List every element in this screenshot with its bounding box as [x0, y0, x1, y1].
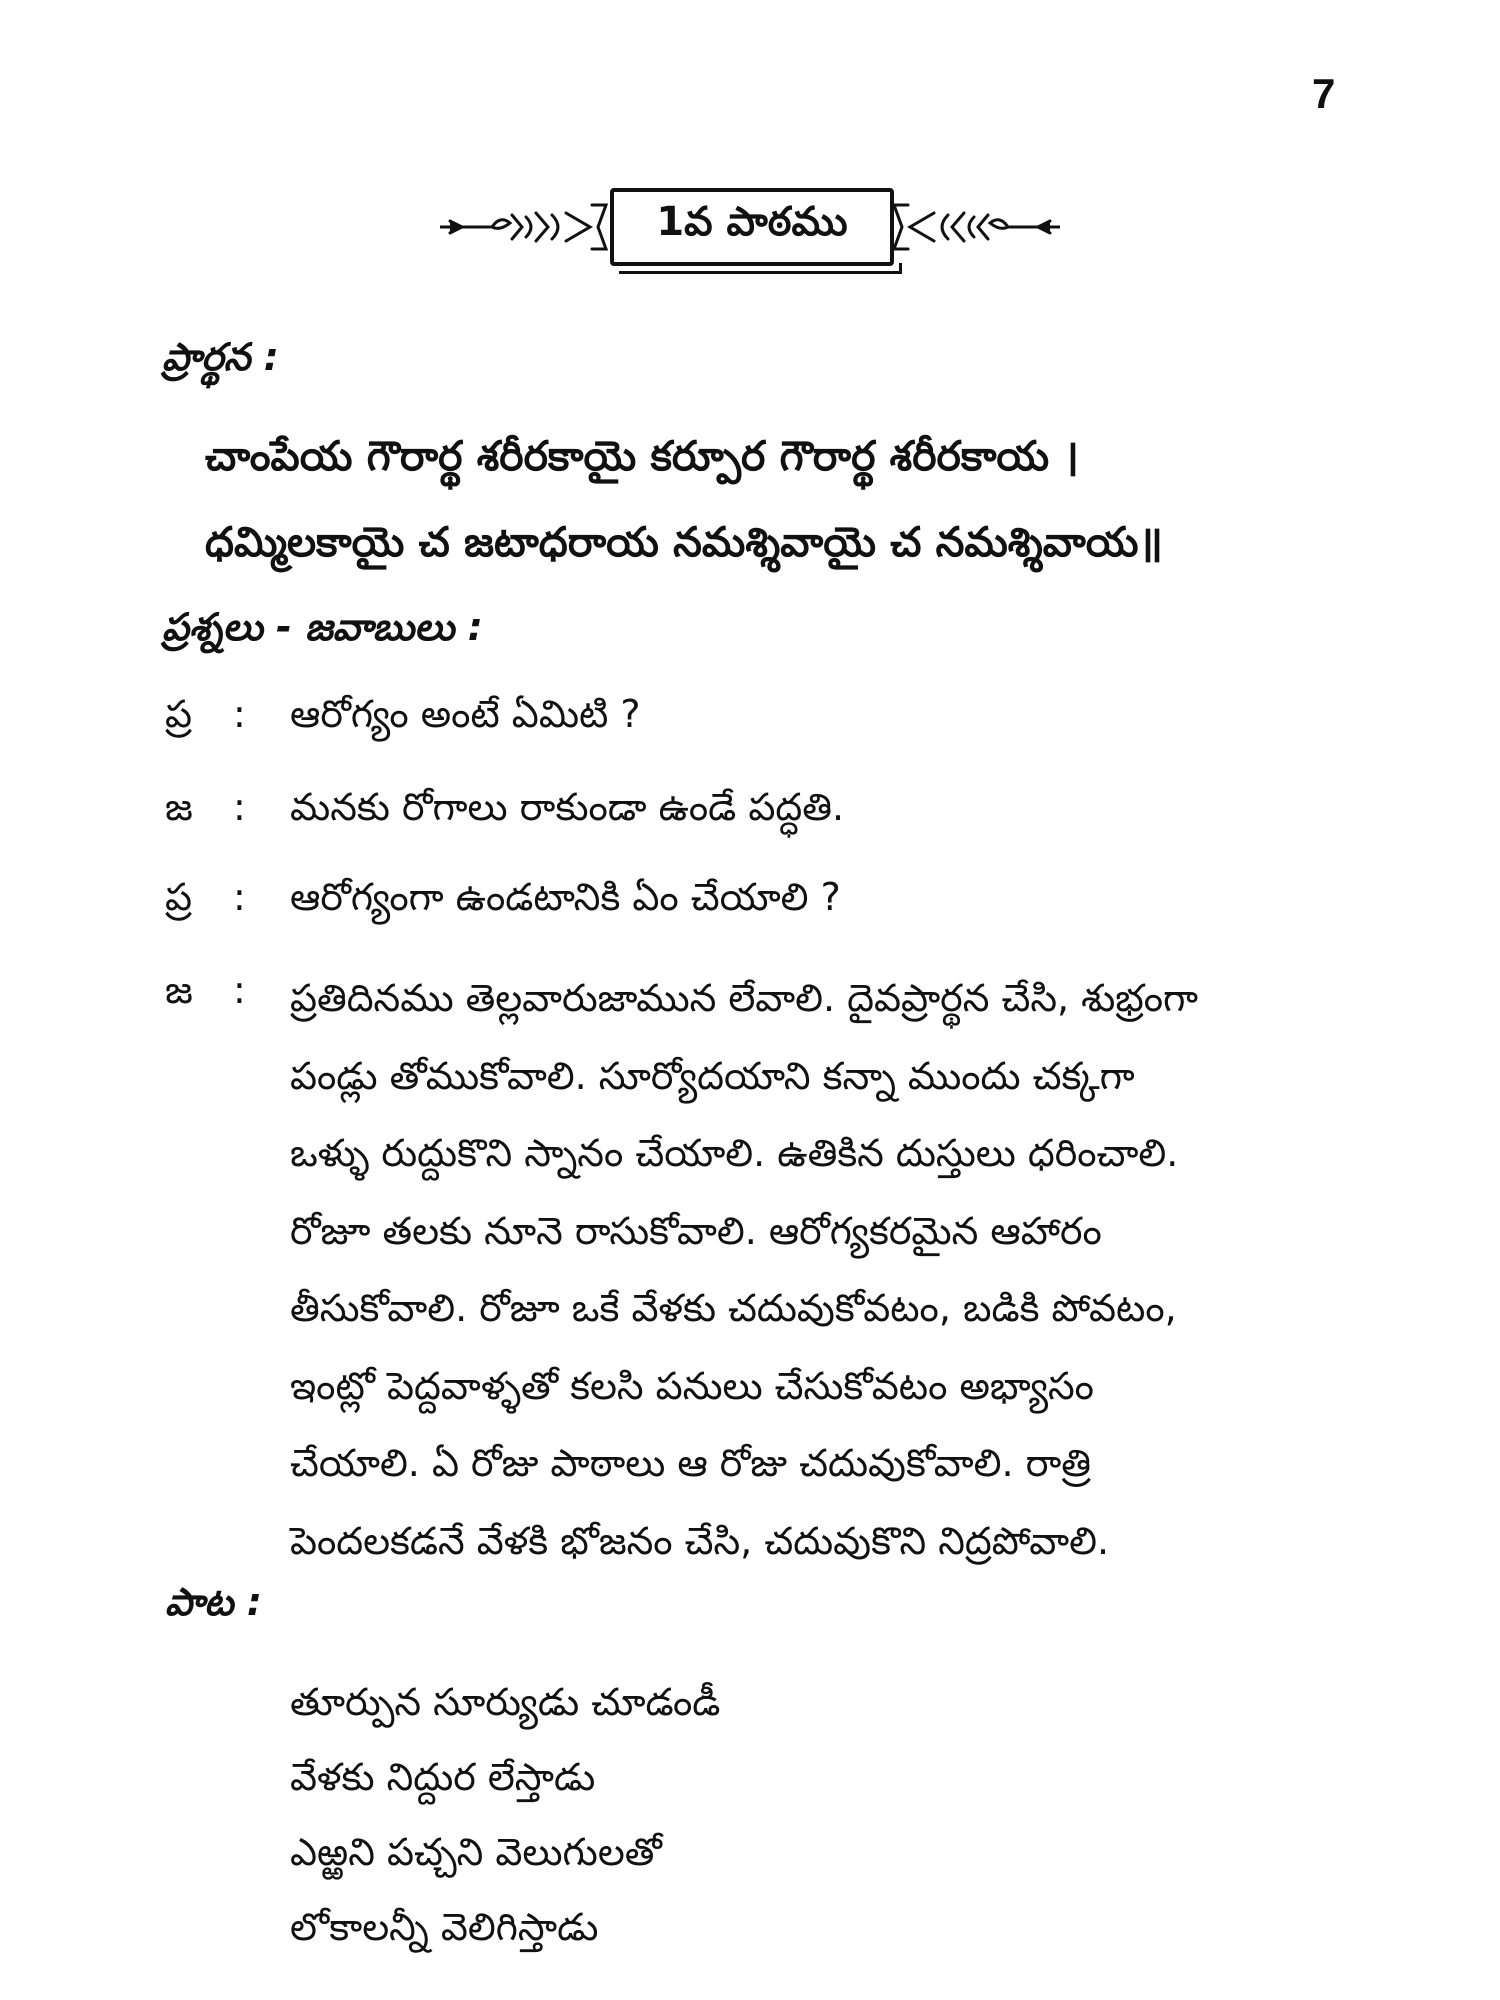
answer-paragraph: [290, 960, 1340, 1580]
question-label: ప్ర: [165, 692, 193, 736]
answer-text: మనకు రోగాలు రాకుండా ఉండే పద్ధతి.: [290, 785, 845, 829]
song-line: వేళకు నిద్దుర లేస్తాడు: [290, 1755, 596, 1799]
answer-line: పండ్లు తోముకోవాలి. సూర్యోదయాని కన్నా ముందు చక్కగా: [290, 1053, 1135, 1098]
question-label: ప్ర: [165, 875, 193, 919]
lesson-title-banner: [440, 185, 1060, 275]
song-line: లోకాలన్నీ వెలిగిస్తాడు: [290, 1905, 599, 1949]
prayer-heading: ప్రార్థన :: [162, 335, 279, 379]
song-heading: పాట :: [165, 1580, 262, 1624]
answer-line: ప్రతిదినము తెల్లవారుజామున లేవాలి. దైవప్రార్థన చేసి, శుభ్రంగా: [290, 976, 1198, 1020]
answer-line: తీసుకోవాలి. రోజూ ఒకే వేళకు చదువుకోవటం, బడికి పోవటం,: [290, 1286, 1177, 1330]
answer-label: జ: [165, 785, 193, 829]
answer-line: ఇంట్లో పెద్దవాళ్ళతో కలసి పనులు చేసుకోవటం అభ్యాసం: [290, 1363, 1094, 1408]
song-line: తూర్పున సూర్యుడు చూడండీ: [290, 1680, 721, 1724]
prayer-line-2: ధమ్మిలకాయై చ జటాధరాయ నమశ్శివాయై చ నమశ్శివాయ॥: [205, 518, 1163, 566]
page-number: 7: [1312, 70, 1336, 117]
lesson-title: 1వ పాఠము: [610, 188, 894, 266]
question-text: ఆరోగ్యంగా ఉండటానికి ఏం చేయాలి ?: [290, 875, 841, 919]
answer-line: రోజూ తలకు నూనె రాసుకోవాలి. ఆరోగ్యకరమైన ఆహారం: [290, 1208, 1102, 1253]
answer-line: చేయాలి. ఏ రోజు పాఠాలు ఆ రోజు చదువుకోవాలి. రాత్రి: [290, 1441, 1091, 1485]
answer-line: పెందలకడనే వేళకి భోజనం చేసి, చదువుకొని నిద్రపోవాలి.: [290, 1518, 1110, 1563]
qa-colon: :: [233, 875, 246, 919]
qa-heading: ప్రశ్నలు - జవాబులు :: [162, 605, 483, 649]
qa-colon: :: [233, 692, 246, 736]
qa-colon: :: [233, 968, 246, 1012]
answer-label: జ: [165, 968, 193, 1012]
question-text: ఆరోగ్యం అంటే ఏమిటి ?: [290, 692, 641, 736]
qa-colon: :: [233, 785, 246, 829]
prayer-line-1: చాంపేయ గౌరార్థ శరీరకాయై కర్పూర గౌరార్థ శరీరకాయ ।: [205, 432, 1079, 480]
answer-line: ఒళ్ళు రుద్దుకొని స్నానం చేయాలి. ఉతికిన దుస్తులు ధరించాలి.: [290, 1131, 1179, 1175]
song-line: ఎఱ్ఱని పచ్చని వెలుగులతో: [290, 1830, 662, 1874]
